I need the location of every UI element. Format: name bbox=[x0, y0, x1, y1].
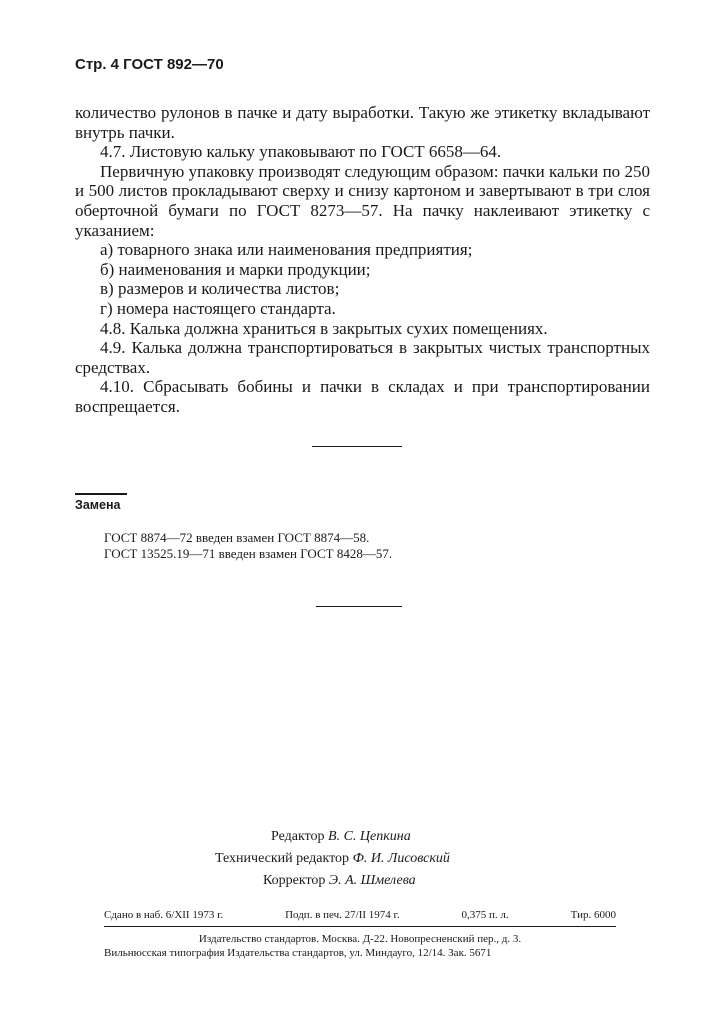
list-item: а) товарного знака или наименования предприятия; bbox=[100, 240, 473, 260]
imprint-publisher: Издательство стандартов. Москва. Д-22. Новопресненский пер., д. 3. bbox=[198, 933, 522, 945]
section-divider bbox=[312, 446, 402, 447]
replacement-line: ГОСТ 8874—72 введен взамен ГОСТ 8874—58. bbox=[104, 530, 370, 545]
imprint-printer: Вильнюсская типография Издательства стандартов, ул. Миндауго, 12/14. Зак. 5671 bbox=[104, 947, 492, 959]
credit-editor bbox=[215, 826, 525, 848]
imprint-run: Тир. 6000 bbox=[570, 909, 616, 921]
imprint-submitted: Сдано в наб. 6/XII 1973 г. bbox=[104, 909, 224, 921]
credit-role: Корректор bbox=[263, 873, 326, 888]
replacement-list bbox=[104, 530, 392, 562]
body-text bbox=[75, 103, 650, 417]
page-header: Стр. 4 ГОСТ 892—70 bbox=[75, 56, 224, 73]
paragraph-4-10: 4.10. Сбрасывать бобины и пачки в складах и при транспортировании воспрещается. bbox=[75, 377, 650, 416]
imprint-signed: Подп. в печ. 27/II 1974 г. bbox=[285, 909, 400, 921]
replacement-rule bbox=[75, 493, 127, 495]
credit-name: Э. А. Шмелева bbox=[328, 873, 416, 888]
credit-role: Технический редактор bbox=[215, 851, 350, 866]
paragraph-4-9: 4.9. Калька должна транспортироваться в закрытых чистых транспортных средствах. bbox=[75, 338, 650, 377]
credits bbox=[215, 826, 525, 892]
credit-name: Ф. И. Лисовский bbox=[352, 851, 450, 866]
list-item: б) наименования и марки продукции; bbox=[100, 259, 371, 279]
paragraph-continuation: количество рулонов в пачке и дату выработки. Такую же этикетку вкладывают внутрь пачки. bbox=[75, 103, 650, 142]
paragraph-4-8: 4.8. Калька должна храниться в закрытых сухих помещениях. bbox=[100, 318, 548, 338]
replacement-title: Замена bbox=[75, 498, 121, 512]
paragraph-4-7: 4.7. Листовую кальку упаковывают по ГОСТ 6658—64. bbox=[100, 142, 502, 162]
imprint bbox=[104, 908, 616, 960]
credit-role: Редактор bbox=[271, 829, 325, 844]
section-divider bbox=[316, 606, 402, 607]
replacement-line: ГОСТ 13525.19—71 введен взамен ГОСТ 8428—57. bbox=[104, 546, 393, 561]
credit-tech-editor bbox=[215, 848, 525, 870]
imprint-divider bbox=[104, 926, 616, 927]
paragraph-primary-packing: Первичную упаковку производят следующим образом: пачки кальки по 250 и 500 листов прокладывают сверху и снизу картоном и завертывают в три слоя оберточной бумаги по ГОСТ 8273—57. На пачку наклеивают этикетку с указанием: bbox=[75, 161, 650, 240]
credit-name: В. С. Цепкина bbox=[328, 829, 411, 844]
credit-corrector bbox=[215, 870, 525, 892]
list-item: г) номера настоящего стандарта. bbox=[100, 298, 336, 318]
imprint-sheets: 0,375 п. л. bbox=[461, 909, 509, 921]
imprint-row bbox=[104, 908, 616, 922]
list-item: в) размеров и количества листов; bbox=[100, 279, 340, 299]
